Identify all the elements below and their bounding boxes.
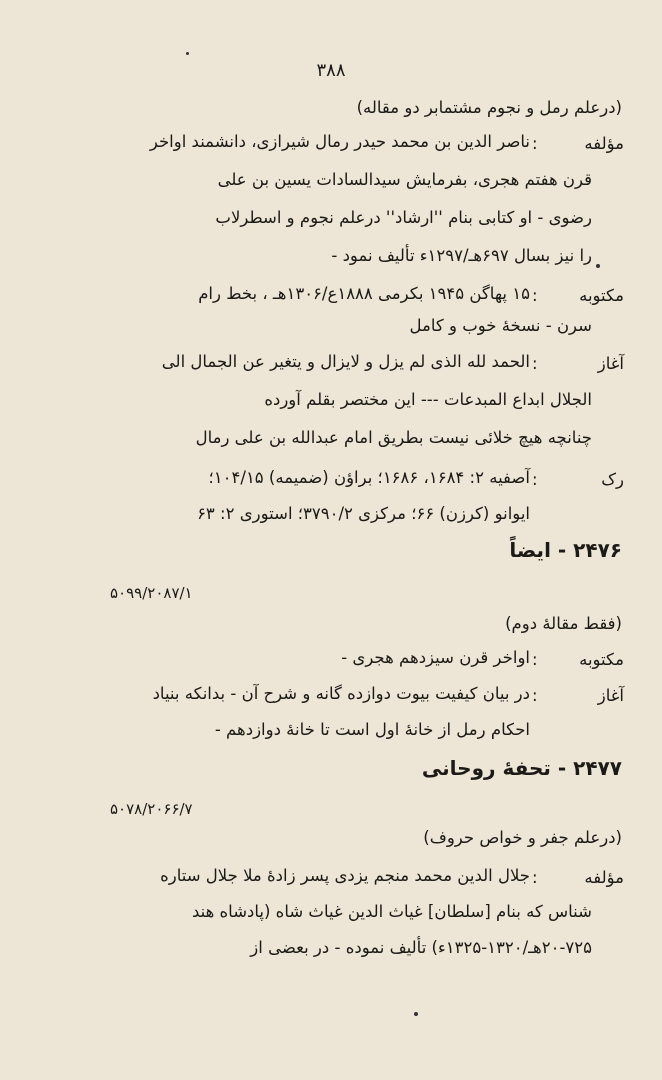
incipit-line: احکام رمل از خانهٔ اول است تا خانهٔ دوازدهم -: [214, 720, 530, 739]
reference-label: رک: [601, 470, 624, 489]
entry-number: ۲۴۷۷: [573, 756, 622, 780]
incipit-label: آغاز: [597, 686, 624, 705]
author-line: ۲۰-۷۲۵هـ/۱۳۲۰-۱۳۲۵ء) تألیف نموده - در بعضی از: [250, 938, 592, 957]
incipit-label: آغاز: [597, 354, 624, 373]
entry-number: ۲۴۷۶: [573, 538, 622, 562]
author-label: مؤلفه: [584, 868, 624, 887]
entry-heading: [422, 756, 622, 780]
incipit-line: الجلال ابداع المبدعات --- این مختصر بقلم آورده: [264, 390, 592, 409]
colon: :: [532, 686, 538, 705]
author-line: رضوی - او کتابی بنام ''ارشاد'' درعلم نجوم و اسطرلاب: [215, 208, 592, 227]
colon: :: [532, 650, 538, 669]
topic-note: (درعلم رمل و نجوم مشتمابر دو مقاله): [356, 98, 622, 117]
author-label: مؤلفه: [584, 134, 624, 153]
incipit-line: در بیان کیفیت بیوت دوازده گانه و شرح آن - بدانکه بنیاد: [152, 684, 530, 703]
scribe-label: مکتوبه: [579, 650, 624, 669]
author-line: ناصر الدین بن محمد حیدر رمال شیرازی، دانشمند اواخر: [149, 132, 530, 151]
topic-note: (درعلم جفر و خواص حروف): [423, 828, 622, 847]
reference-line: ایوانو (کرزن) ۶۶؛ مرکزی ۳۷۹۰/۲؛ استوری ۲: ۶۳: [197, 504, 530, 523]
author-line: را نیز بسال ۶۹۷هـ/۱۲۹۷ء تألیف نمود -: [331, 246, 592, 265]
author-line: شناس که بنام [سلطان] غیاث الدین غیاث شاه (پادشاه هند: [191, 902, 592, 921]
colon: :: [532, 868, 538, 887]
scribe-label: مکتوبه: [579, 286, 624, 305]
colon: :: [532, 354, 538, 373]
scribe-line: ۱۵ پهاگن ۱۹۴۵ بکرمی ۱۸۸۸ع/۱۳۰۶هـ ، بخط رام: [198, 284, 530, 303]
shelf-number: ۵۰۹۹/۲۰۸۷/۱: [110, 584, 193, 602]
colon: :: [532, 286, 538, 305]
entry-title: - تحفهٔ روحانی: [421, 756, 567, 780]
entry-title: - ایضاً: [509, 538, 567, 562]
incipit-line: چنانچه هیچ خلائی نیست بطریق امام عبدالله بن علی رمال: [195, 428, 592, 447]
page-number: ۳۸۸: [316, 60, 346, 81]
colon: :: [532, 470, 538, 489]
topic-note: (فقط مقالهٔ دوم): [505, 614, 622, 633]
shelf-number: ۵۰۷۸/۲۰۶۶/۷: [110, 800, 193, 818]
author-line: قرن هفتم هجری، بفرمایش سیدالسادات یسین بن علی: [217, 170, 592, 189]
ink-dot: [186, 52, 189, 55]
incipit-line: الحمد لله الذی لم یزل و لایزال و یتغیر عن الجمال الی: [161, 352, 530, 371]
entry-heading: [509, 538, 622, 562]
scribe-line: اواخر قرن سیزدهم هجری -: [341, 648, 530, 667]
reference-line: آصفیه ۲: ۱۶۸۴، ۱۶۸۶؛ براؤن (ضمیمه) ۱۰۴/۱۵؛: [208, 468, 530, 487]
ink-dot: [414, 1012, 418, 1016]
ink-dot: [596, 264, 600, 268]
colon: :: [532, 134, 538, 153]
author-line: جلال الدین محمد منجم یزدی پسر زادهٔ ملا جلال ستاره: [160, 866, 530, 885]
scribe-line: سرن - نسخهٔ خوب و کامل: [409, 316, 592, 335]
